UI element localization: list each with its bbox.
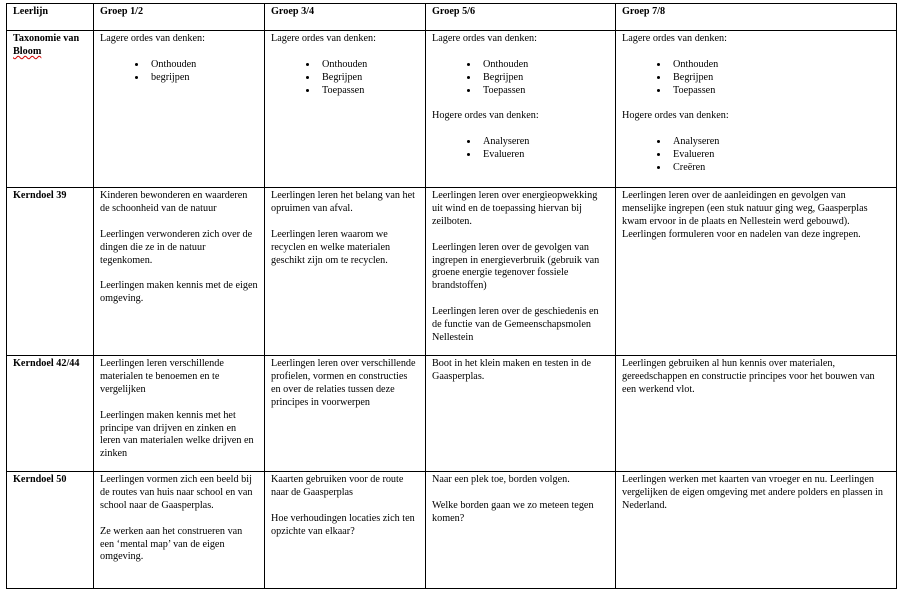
cell-kerndoel-42-44-g56: [426, 356, 616, 472]
cell-kerndoel-42-44-g34: [265, 356, 426, 472]
table-row-taxonomie: [7, 31, 897, 188]
row-label-taxonomie: [7, 31, 94, 188]
list-item: • Toepassen: [479, 85, 609, 98]
cell-paragraph: Leerlingen leren over energieopwekking uit wind en de toepassing hiervan bij zeilboten.: [432, 190, 598, 227]
cell-paragraph: Leerlingen leren waarom we recyclen en welke materialen geschikt zijn om te recyclen.: [271, 228, 391, 266]
cell-paragraph: Leerlingen leren over verschillende profielen, vormen en constructies en over de relaties tussen deze principes in voorwerpen: [271, 358, 416, 408]
cell-taxonomie-g56: [426, 31, 616, 188]
header-row: [7, 4, 897, 31]
row-label-main: Taxonomie van: [13, 33, 80, 44]
cell-paragraph: Leerlingen leren over de gevolgen van ingrepen in energieverbruik (gebruik van groene energie tegenover fossiele brandstoffen): [432, 241, 600, 292]
higher-orders-label: Hogere ordes van denken:: [622, 110, 729, 122]
cell-paragraph: Kinderen bewonderen en waarderen de schoonheid van de natuur: [100, 190, 248, 214]
cell-paragraph: Boot in het klein maken en testen in de Gaasperplas.: [432, 358, 592, 382]
list-item: • Onthouden: [147, 59, 258, 72]
list-item: • Analyseren: [669, 136, 890, 149]
higher-orders-label: Hogere ordes van denken:: [432, 110, 539, 122]
cell-paragraph: Welke borden gaan we zo meteen tegen komen?: [432, 499, 594, 524]
table-row-kerndoel-42-44: [7, 356, 897, 472]
cell-kerndoel-50-g34: [265, 472, 426, 589]
cell-kerndoel-39-g78: [616, 188, 897, 356]
header-groep-1-2: Groep 1/2: [94, 4, 265, 31]
list-item: • Evalueren: [669, 149, 890, 162]
cell-paragraph: Leerlingen gebruiken al hun kennis over materialen, gereedschappen en constructie principes voor het bouwen van een werkend vlot.: [622, 358, 875, 395]
list-item: • Begrijpen: [479, 72, 609, 85]
list-item: • Toepassen: [318, 85, 419, 98]
list-item: • Begrijpen: [318, 72, 419, 85]
lower-orders-list: [100, 59, 258, 85]
lower-orders-label: Lagere ordes van denken:: [622, 33, 727, 44]
cell-paragraph: Leerlingen werken met kaarten van vroeger en nu. Leerlingen vergelijken de eigen omgeving met andere polders en plassen in Nederland.: [622, 474, 883, 511]
cell-kerndoel-50-g12: [94, 472, 265, 589]
cell-kerndoel-42-44-g78: [616, 356, 897, 472]
header-groep-5-6: Groep 5/6: [426, 4, 616, 31]
cell-paragraph: Naar een plek toe, borden volgen.: [432, 474, 570, 485]
lower-orders-label: Lagere ordes van denken:: [432, 33, 537, 44]
curriculum-table: [6, 3, 897, 589]
cell-paragraph: Leerlingen verwonderen zich over de dingen die ze in de natuur tegenkomen.: [100, 228, 253, 266]
row-label-kerndoel-50: Kerndoel 50: [7, 472, 94, 589]
list-item: • Onthouden: [318, 59, 419, 72]
cell-paragraph: Leerlingen maken kennis met het principe van drijven en zinken en leren van materialen welke drijven en zinken: [100, 409, 254, 460]
cell-paragraph: Leerlingen leren het belang van het opruimen van afval.: [271, 190, 415, 214]
list-item: • Begrijpen: [669, 72, 890, 85]
higher-orders-list: [622, 136, 890, 175]
cell-taxonomie-g78: [616, 31, 897, 188]
list-item: • Creëren: [669, 162, 890, 175]
row-label-underlined: Bloom: [13, 45, 42, 57]
lower-orders-label: Lagere ordes van denken:: [271, 33, 376, 44]
lower-orders-list: [432, 59, 609, 98]
cell-paragraph: Leerlingen leren over de aanleidingen en gevolgen van menselijke ingrepen (een stuk natuur ging weg, Gaasperplas kwam ervoor in de plaats en Nellestein werd gebouwd). Leerlingen formuleren voor en nadelen van deze ingrepen.: [622, 190, 868, 240]
list-item: • Toepassen: [669, 85, 890, 98]
cell-paragraph: Kaarten gebruiken voor de route naar de Gaasperplas: [271, 474, 404, 498]
lower-orders-label: Lagere ordes van denken:: [100, 33, 205, 44]
cell-kerndoel-39-g34: [265, 188, 426, 356]
list-item: • Onthouden: [669, 59, 890, 72]
list-item: • Analyseren: [479, 136, 609, 149]
list-item: • Onthouden: [479, 59, 609, 72]
cell-paragraph: Leerlingen leren verschillende materialen te benoemen en te vergelijken: [100, 358, 224, 395]
higher-orders-list: [432, 136, 609, 162]
cell-kerndoel-39-g12: [94, 188, 265, 356]
table-row-kerndoel-39: [7, 188, 897, 356]
row-label-kerndoel-42-44: Kerndoel 42/44: [7, 356, 94, 472]
header-groep-3-4: Groep 3/4: [265, 4, 426, 31]
cell-kerndoel-50-g56: [426, 472, 616, 589]
cell-taxonomie-g12: [94, 31, 265, 188]
cell-paragraph: Ze werken aan het construeren van een ‘mental map’ van de eigen omgeving.: [100, 525, 243, 563]
cell-paragraph: Leerlingen maken kennis met de eigen omgeving.: [100, 280, 258, 305]
header-leerlijn: Leerlijn: [7, 4, 94, 31]
cell-kerndoel-50-g78: [616, 472, 897, 589]
lower-orders-list: [622, 59, 890, 98]
list-item: • Evalueren: [479, 149, 609, 162]
cell-kerndoel-42-44-g12: [94, 356, 265, 472]
cell-paragraph: Hoe verhoudingen locaties zich ten opzichte van elkaar?: [271, 512, 415, 537]
list-item: • begrijpen: [147, 72, 258, 85]
cell-taxonomie-g34: [265, 31, 426, 188]
lower-orders-list: [271, 59, 419, 98]
header-groep-7-8: Groep 7/8: [616, 4, 897, 31]
cell-paragraph: Leerlingen vormen zich een beeld bij de routes van huis naar school en van school naar de Gaasperplas.: [100, 474, 253, 511]
cell-kerndoel-39-g56: [426, 188, 616, 356]
row-label-kerndoel-39: Kerndoel 39: [7, 188, 94, 356]
table-row-kerndoel-50: [7, 472, 897, 589]
cell-paragraph: Leerlingen leren over de geschiedenis en de functie van de Gemeenschapsmolen Nellestein: [432, 306, 599, 343]
